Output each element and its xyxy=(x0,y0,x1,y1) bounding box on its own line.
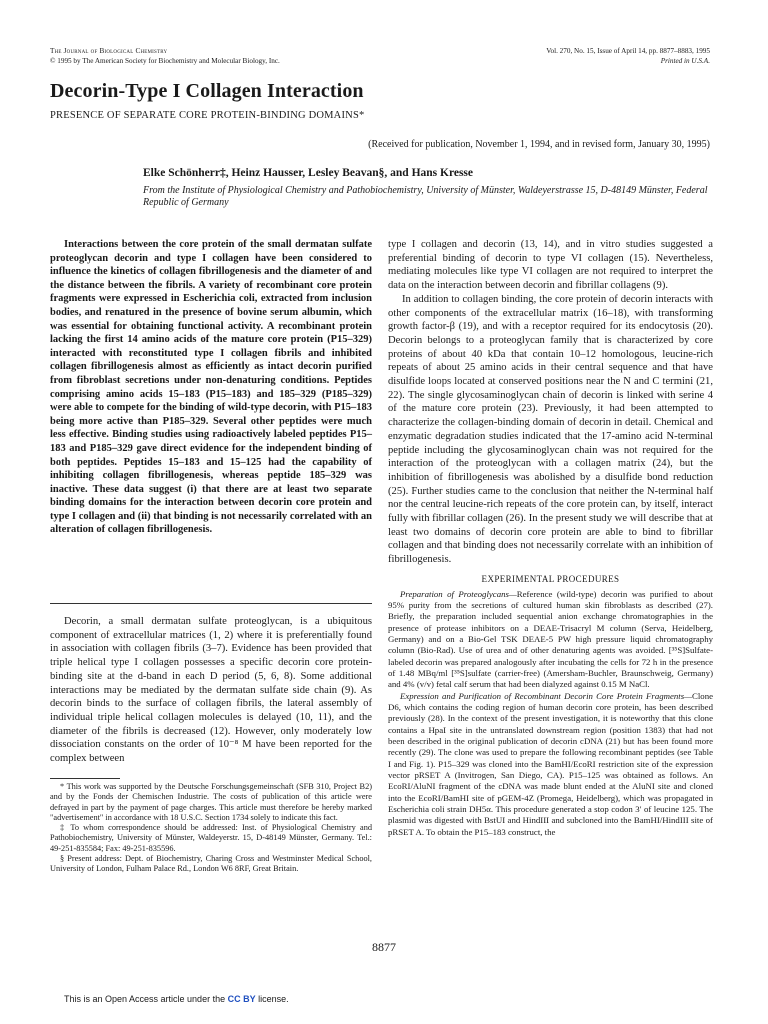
abstract xyxy=(50,238,372,537)
copyright-line: © 1995 by The American Society for Biochemistry and Molecular Biology, Inc. xyxy=(50,56,280,65)
intro-left xyxy=(50,615,372,766)
right-column xyxy=(388,238,713,838)
methods-text-2: Clone D6, which contains the coding region of human decorin core protein, has been described previously (28). In the context of the present investigation, it is noteworthy that this clone contains a HpaI site in the untranslated downstream region (position 1383) that had not been described in the original publication of decorin cDNA (21) but has been found more recently (29). The clone was used to prepare the following recombinant peptides (see Table I and Fig. 1). P15–329 was cloned into the BamHI/EcoRI restriction site of the expression vector pRSET A (Invitrogen, San Diego, CA). P15–125 was obtained as follows. An EcoRI/AluNI fragment of the cDNA was made blunt ended at the AluNI site and cloned into the EcoRI/BamHI site of pGEM-4Z (Promega, Heidelberg), which was propagated in Escherichia coli strain DH5α. This procedure generated a stop codon 3′ of leucine 125. The plasmid was digested with BstUI and HindIII and subcloned into the BamHI/HindIII site of pRSET A. To obtain the P15–183 construct, the xyxy=(388,690,713,837)
footnote-divider xyxy=(50,778,120,779)
volume-line: Vol. 270, No. 15, Issue of April 14, pp. 8877–8883, 1995 xyxy=(546,47,710,55)
intro-paragraph-1: Decorin, a small dermatan sulfate proteoglycan, is a ubiquitous component of extracellular matrices (1, 2) where it is preferentially found in association with collagen fibrils (3–7). Evidence has been provided that triple helical type I collagen possesses a specific decorin core protein-binding site at the d-band in each D period (5, 6, 8). Some additional interactions may be mediated by the dermatan sulfate side chain (9). As decorin binds to the surface of collagen fibrils, the lateral assembly of individual triple helical collagen molecules is delayed (10, 11), and the diameter of the fibrils is decreased (12). However, only moderately low dissociation constants on the order of 10⁻⁸ M have been reported for the complex between xyxy=(50,616,372,765)
journal-name: The Journal of Biological Chemistry xyxy=(50,47,168,55)
author-list: Elke Schönherr‡, Heinz Hausser, Lesley Beavan§, and Hans Kresse xyxy=(143,167,474,179)
affiliation: From the Institute of Physiological Chemistry and Pathobiochemistry, University of Münster, Waldeyerstrasse 15, D-48149 Münster, Federal Republic of Germany xyxy=(143,185,708,208)
footnote-present-address: § Present address: Dept. of Biochemistry, Charing Cross and Westminster Medical School, University of London, Fulham Palace Rd., London W6 8RF, Great Britain. xyxy=(50,854,372,874)
cc-by-license-link[interactable]: CC BY xyxy=(227,994,256,1004)
abstract-text: Interactions between the core protein of the small dermatan sulfate proteoglycan decorin and type I collagen have been considered to influence the kinetics of collagen fibrillogenesis and the diameter of and the distance between the fibrils. A variety of recombinant core protein fragments were expressed in Escherichia coli, extracted from inclusion bodies, and renatured in the presence of bovine serum albumin, which was essential for obtaining functional activity. A recombinant protein lacking the first 14 amino acids of the mature core protein (P15–329) interacted with reconstituted type I collagen fibrils and inhibited collagen fibrillogenesis almost as efficiently as intact decorin purified from fibroblast secretions under non-denaturing conditions. Peptides comprising amino acids 15–183 (P15–183) and 185–329 (P185–329) were able to compete for the binding of wild-type decorin, with P15–183 being more active than P185–329. Several other peptides were much less effective. Binding studies using radioactively labeled peptides P15–183 and P185–329 gave direct evidence for the independent binding of both peptides. Peptides 15–183 and 15–125 had the capability of inhibiting collagen fibrillogenesis, whereas peptide 185–329 was inactive. These data suggest (i) that there are at least two separate binding domains for the interaction between decorin core protein and type I collagen and (ii) that binding is not necessarily correlated with an alteration of collagen fibrillogenesis. xyxy=(50,239,372,536)
section-heading: EXPERIMENTAL PROCEDURES xyxy=(481,573,620,584)
page-number: 8877 xyxy=(372,940,396,954)
intro-right-paragraph-2: In addition to collagen binding, the core protein of decorin interacts with other components of the extracellular matrix (16–18), with transforming growth factor-β (19), and with a receptor required for its endocytosis (20). Decorin belongs to a proteoglycan family that is characterized by core proteins of about 40 kDa that contain 10–12 homologous, leucine-rich repeats of about 25 amino acids in their central sequence and that have disulfide loops located at conserved positions near the N and C termini (21, 22). The single glycosaminoglycan chain of decorin is linked with serine 4 of the mature core protein (23). Previously, it had been attempted to characterize the collagen-binding domain of decorin in detail. Chemical and enzymatic degradation studies indicated that the 17-amino acid N-terminal peptide including the glycosaminoglycan chain was not required for the interaction of the proteoglycan with a collagen matrix (24), but the inhibition of fibrillogenesis was abolished by a disulfide bond reduction (25). Further studies came to the conclusion that neither the N-terminal half nor the central leucine-rich repeats of the core protein can, by itself, interact fully with fibrillar collagen (26). In the present study we will describe that at least two domains of decorin core protein are able to bind to fibrillar collagen and that binding does not necessarily correlate with an inhibition of fibrillogenesis. xyxy=(388,293,713,566)
methods-paragraph-2 xyxy=(388,691,713,838)
issue-info xyxy=(546,47,710,66)
journal-header xyxy=(50,47,280,66)
footnote-correspondence: ‡ To whom correspondence should be addressed: Inst. of Physiological Chemistry and Pathobiochemistry, University of Münster, Waldeyerstr. 15, D-48149 Münster, Germany. Tel.: 49-251-835584; Fax: 49-251-835596. xyxy=(50,823,372,853)
methods-paragraph-1 xyxy=(388,589,713,691)
intro-right-paragraph-1: type I collagen and decorin (13, 14), and in vitro studies suggested a preferential binding of decorin to type VI collagen (15). Nevertheless, mediating molecules like type VI collagen are not required to interpret the data on the interaction between decorin and fibrillar collagens (9). xyxy=(388,239,713,292)
open-access-notice xyxy=(64,994,289,1004)
footnotes xyxy=(50,782,372,875)
methods-heading-1: Preparation of Proteoglycans— xyxy=(400,588,517,599)
footnote-funding: * This work was supported by the Deutsche Forschungsgemeinschaft (SFB 310, Project B2) and by the Fonds der Chemischen Industrie. The costs of publication of this article were defrayed in part by the payment of page charges. This article must therefore be hereby marked "advertisement" in accordance with 18 U.S.C. Section 1734 solely to indicate this fact. xyxy=(50,782,372,822)
printed-line: Printed in U.S.A. xyxy=(660,56,710,65)
article-title: Decorin-Type I Collagen Interaction xyxy=(50,80,364,102)
methods-heading-2: Expression and Purification of Recombinant Decorin Core Protein Fragments— xyxy=(400,690,692,701)
article-subtitle: PRESENCE OF SEPARATE CORE PROTEIN-BINDING DOMAINS* xyxy=(50,110,365,121)
received-dates: (Received for publication, November 1, 1994, and in revised form, January 30, 1995) xyxy=(368,139,710,150)
open-access-prefix: This is an Open Access article under the xyxy=(64,994,226,1004)
methods-text-1: Reference (wild-type) decorin was purified to about 95% purity from the secretions of cultured human skin fibroblasts as described (27). Briefly, the preparation included sequential anion exchange chromatographies in the presence of protease inhibitors on a DEAE-Trisacryl M column (Serva, Heidelberg, Germany) and on a Bio-Gel TSK DEAE-5 PW high pressure liquid chromatography column (Bio-Rad). Use of urea and of other denaturing agents was avoided. [³⁵S]Sulfate-labeled decorin was prepared analogously after incubating the cells for 72 h in the presence of 1.48 MBq/ml [³⁵S]sulfate (carrier-free) (Amersham-Buchler, Braunschweig, Germany) and 4% (v/v) fetal calf serum that had been dialyzed against 0.15 M NaCl. xyxy=(388,588,713,690)
methods xyxy=(388,589,713,839)
abstract-divider xyxy=(50,603,372,604)
open-access-suffix: license. xyxy=(258,994,289,1004)
